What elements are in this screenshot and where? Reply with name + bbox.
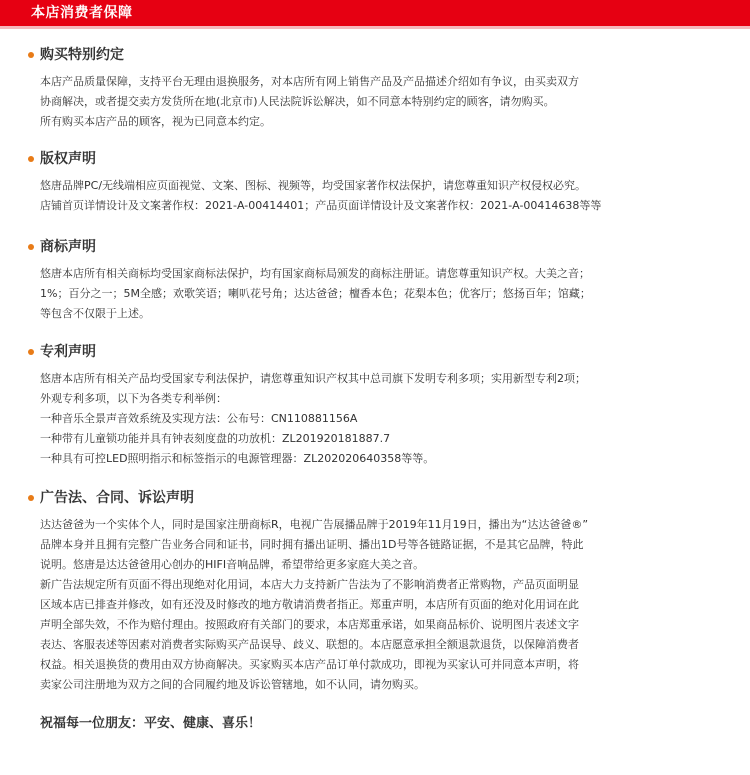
text-line: 1%；百分之一；5M全感；欢歌笑语；喇叭花号角；达达爸爸；檀香本色；花梨本色；优客厅；悠扬百年；馆藏； — [40, 287, 591, 300]
bullet-dot-icon — [28, 349, 34, 355]
section-body — [40, 72, 720, 132]
section-title: 版权声明 — [40, 151, 96, 167]
section-title: 专利声明 — [40, 344, 96, 360]
text-line: 区域本店已排查并修改，如有还没及时修改的地方敬请消费者指正。郑重声明，本店所有页面的绝对化用词在此 — [40, 598, 579, 611]
section-body — [40, 515, 720, 695]
section-heading — [28, 488, 194, 508]
section-title: 商标声明 — [40, 239, 96, 255]
section-title: 购买特别约定 — [40, 47, 124, 63]
section-body — [40, 369, 720, 469]
text-line: 一种带有儿童锁功能并具有钟表刻度盘的功放机：ZL201920181887.7 — [40, 432, 391, 445]
text-line: 协商解决，或者提交卖方发货所在地(北京市)人民法院诉讼解决，如不同意本特别约定的顾客，请勿购买。 — [40, 95, 555, 108]
section-body — [40, 176, 720, 216]
bullet-dot-icon — [28, 244, 34, 250]
bullet-dot-icon — [28, 156, 34, 162]
text-line: 达达爸爸为一个实体个人，同时是国家注册商标R，电视广告展播品牌于2019年11月19日，播出为“达达爸爸®” — [40, 518, 589, 531]
text-line: 所有购买本店产品的顾客，视为已同意本约定。 — [40, 115, 271, 128]
text-line: 卖家公司注册地为双方之间的合同履约地及诉讼管辖地，如不认同，请勿购买。 — [40, 678, 425, 691]
text-line: 等包含不仅限于上述。 — [40, 307, 150, 320]
section-heading — [28, 45, 124, 65]
section-heading — [28, 237, 96, 257]
section-title: 广告法、合同、诉讼声明 — [40, 490, 194, 506]
section-body — [40, 264, 720, 324]
blessing-text: 祝福每一位朋友：平安、健康、喜乐！ — [40, 716, 262, 731]
text-line: 悠唐品牌PC/无线端相应页面视觉、文案、图标、视频等，均受国家著作权法保护，请您尊重知识产权侵权必究。 — [40, 179, 587, 192]
header-title: 本店消费者保障 — [31, 5, 133, 21]
text-line: 外观专利多项，以下为各类专利举例： — [40, 392, 227, 405]
text-line: 悠唐本店所有相关商标均受国家商标法保护，均有国家商标局颁发的商标注册证。请您尊重知识产权。大美之音； — [40, 267, 590, 280]
text-line: 本店产品质量保障，支持平台无理由退换服务，对本店所有网上销售产品及产品描述介绍如有争议，由买卖双方 — [40, 75, 579, 88]
text-line: 品牌本身并且拥有完整广告业务合同和证书，同时拥有播出证明、播出1D号等各链路证据，不是其它品牌，特此 — [40, 538, 584, 551]
text-line: 一种具有可控LED照明指示和标签指示的电源管理器：ZL202020640358等等。 — [40, 452, 435, 465]
text-line: 一种音乐全景声音效系统及实现方法：公布号：CN110881156A — [40, 412, 358, 425]
section-heading — [28, 342, 96, 362]
text-line: 新广告法规定所有页面不得出现绝对化用词，本店大力支持新广告法为了不影响消费者正常购物，产品页面明显 — [40, 578, 579, 591]
text-line: 权益。相关退换货的费用由双方协商解决。买家购买本店产品订单付款成功，即视为买家认可并同意本声明，将 — [40, 658, 579, 671]
text-line: 店铺首页详情设计及文案著作权：2021-A-00414401；产品页面详情设计及文案著作权：2021-A-00414638等等 — [40, 199, 602, 212]
bullet-dot-icon — [28, 52, 34, 58]
text-line: 表达、客服表述等因素对消费者实际购买产品误导、歧义、联想的。本店愿意承担全额退款退货，以保障消费者 — [40, 638, 579, 651]
header-bar — [0, 0, 750, 29]
text-line: 说明。悠唐是达达爸爸用心创办的HIFI音响品牌，希望带给更多家庭大美之音。 — [40, 558, 425, 571]
text-line: 悠唐本店所有相关产品均受国家专利法保护，请您尊重知识产权其中总司旗下发明专利多项；实用新型专利2项； — [40, 372, 586, 385]
bullet-dot-icon — [28, 495, 34, 501]
section-heading — [28, 149, 96, 169]
text-line: 声明全部失效，不作为赔付理由。按照政府有关部门的要求，本店郑重承诺，如果商品标价、说明图片表述文字 — [40, 618, 579, 631]
